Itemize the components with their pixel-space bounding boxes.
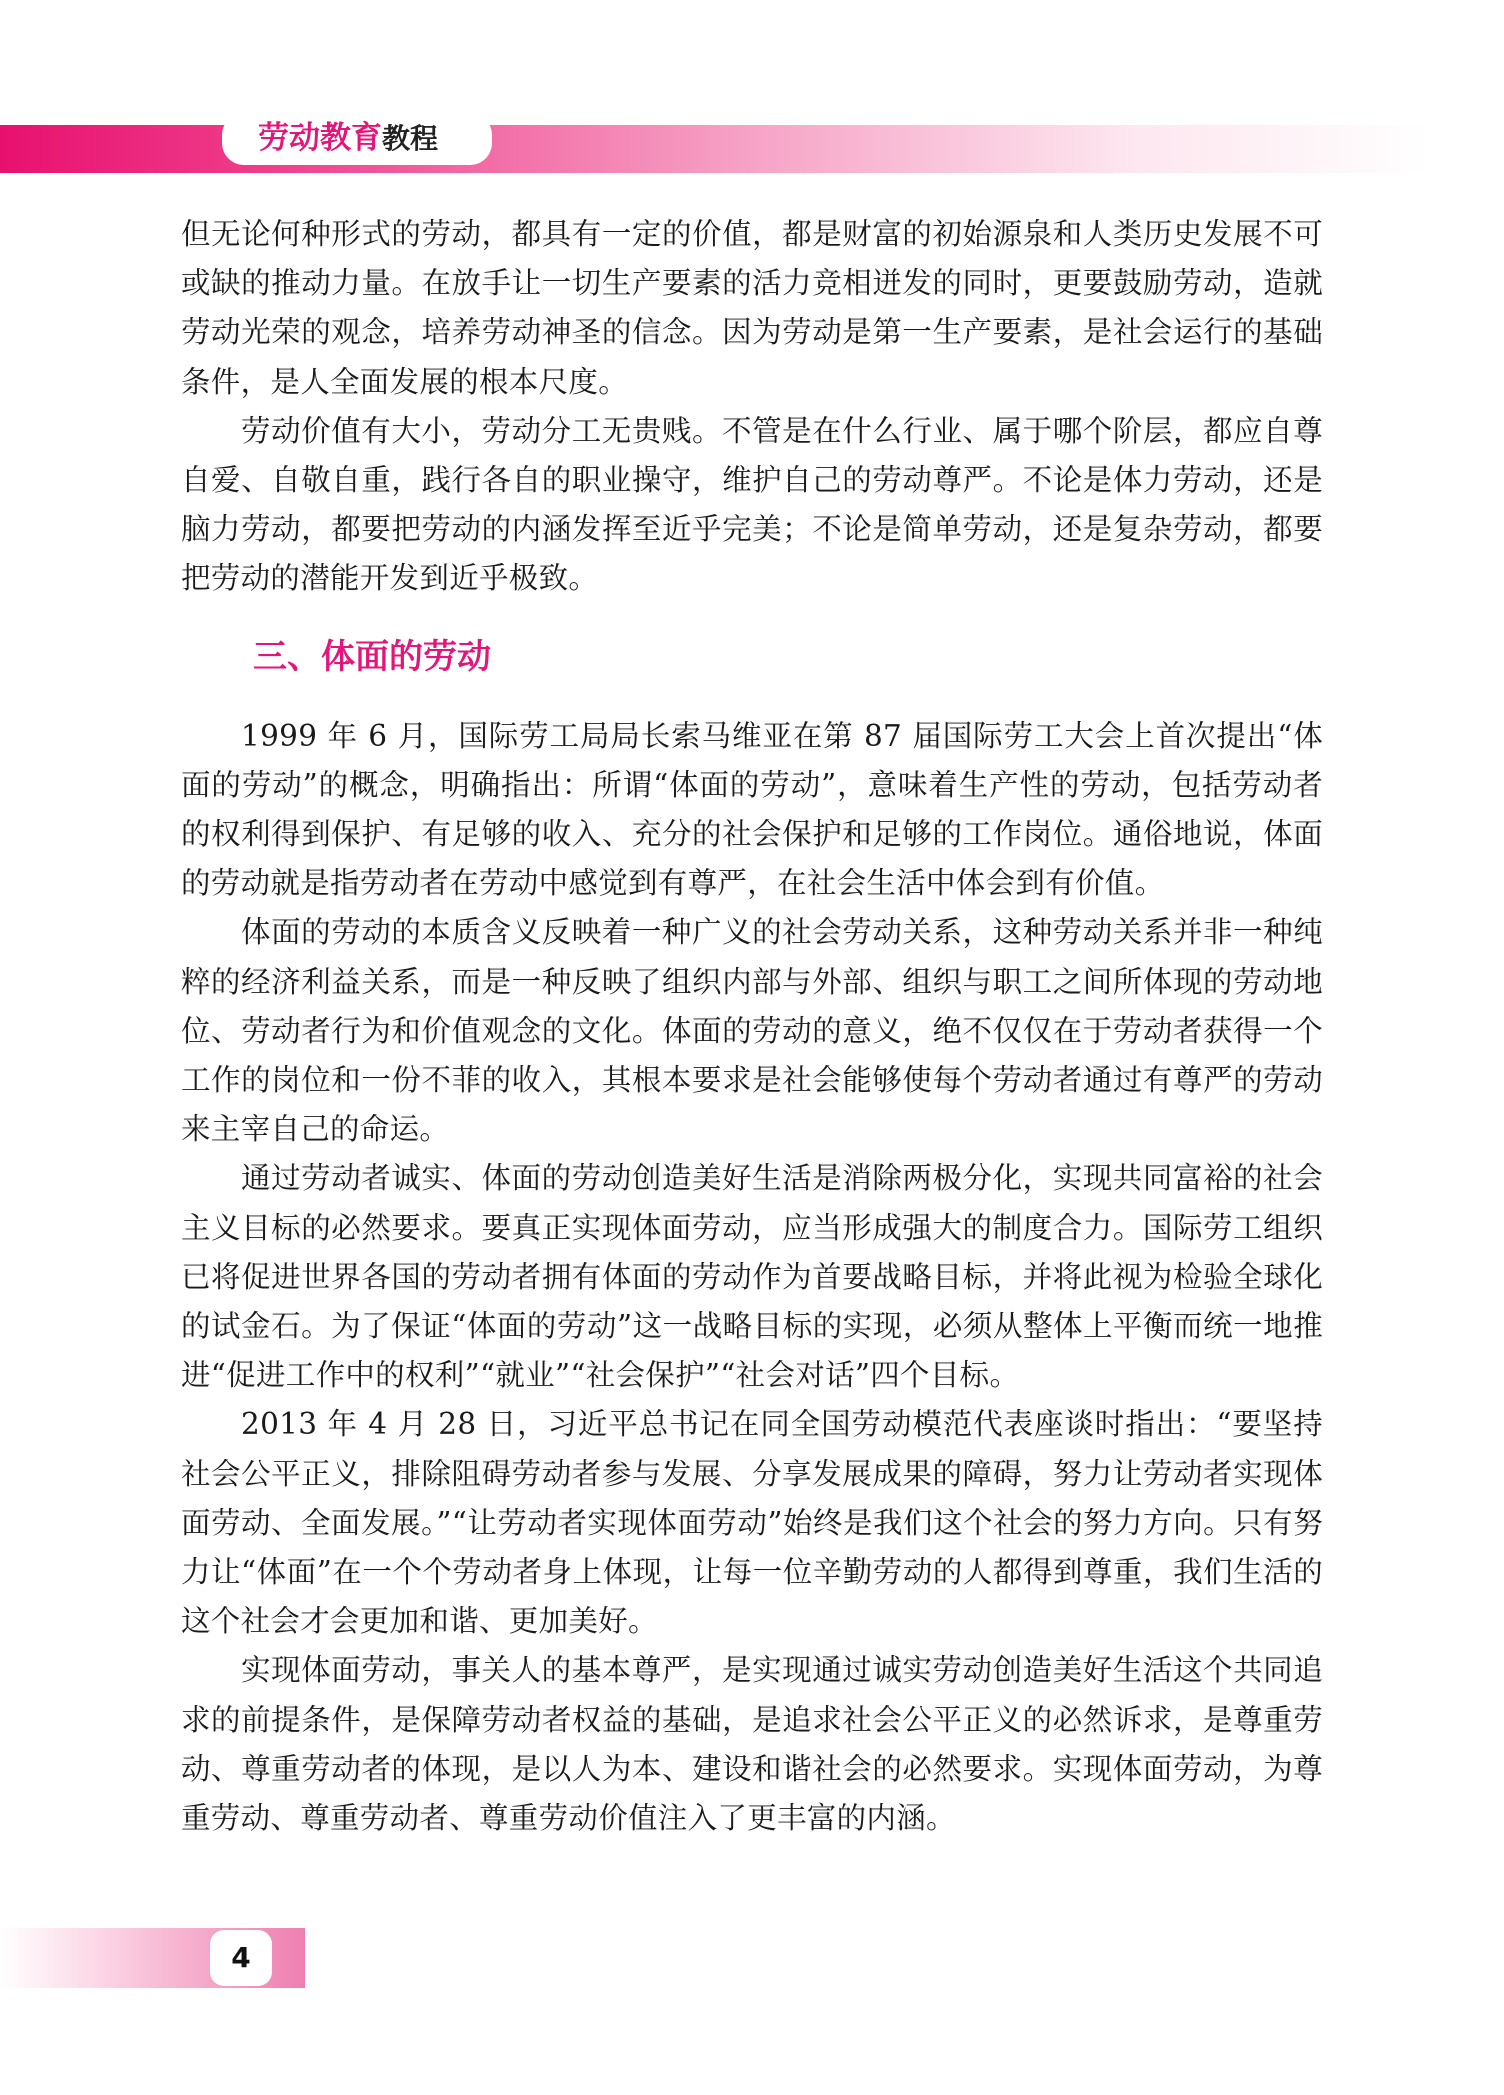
paragraph: 通过劳动者诚实、体面的劳动创造美好生活是消除两极分化，实现共同富裕的社会主义目标的必然要求。要真正实现体面劳动，应当形成强大的制度合力。国际劳工组织已将促进世界各国的劳动者拥有体面的劳动作为首要战略目标，并将此视为检验全球化的试金石。为了保证“体面的劳动”这一战略目标的实现，必须从整体上平衡而统一地推进“促进工作中的权利”“就业”“社会保护”“社会对话”四个目标。 [181, 1161, 1323, 1393]
page-content [181, 210, 1323, 1843]
paragraph: 劳动价值有大小，劳动分工无贵贱。不管是在什么行业、属于哪个阶层，都应自尊自爱、自敬自重，践行各自的职业操守，维护自己的劳动尊严。不论是体力劳动，还是脑力劳动，都要把劳动的内涵发挥至近乎完美；不论是简单劳动，还是复杂劳动，都要把劳动的潜能开发到近乎极致。 [181, 413, 1323, 596]
page-number: 4 [231, 1941, 251, 1974]
paragraph: 1999 年 6 月，国际劳工局局长索马维亚在第 87 届国际劳工大会上首次提出“体面的劳动”的概念，明确指出：所谓“体面的劳动”，意味着生产性的劳动，包括劳动者的权利得到保护、有足够的收入、充分的社会保护和足够的工作岗位。通俗地说，体面的劳动就是指劳动者在劳动中感觉到有尊严，在社会生活中体会到有价值。 [181, 718, 1323, 901]
paragraph: 2013 年 4 月 28 日，习近平总书记在同全国劳动模范代表座谈时指出：“要坚持社会公平正义，排除阻碍劳动者参与发展、分享发展成果的障碍，努力让劳动者实现体面劳动、全面发展。”“让劳动者实现体面劳动”始终是我们这个社会的努力方向。只有努力让“体面”在一个个劳动者身上体现，让每一位辛勤劳动的人都得到尊重，我们生活的这个社会才会更加和谐、更加美好。 [181, 1407, 1323, 1639]
book-title-plain: 教程 [382, 122, 439, 155]
paragraph-continued: 但无论何种形式的劳动，都具有一定的价值，都是财富的初始源泉和人类历史发展不可或缺的推动力量。在放手让一切生产要素的活力竞相迸发的同时，更要鼓励劳动，造就劳动光荣的观念，培养劳动神圣的信念。因为劳动是第一生产要素，是社会运行的基础条件，是人全面发展的根本尺度。 [181, 217, 1323, 399]
section-heading: 三、体面的劳动 [253, 636, 491, 677]
paragraph: 实现体面劳动，事关人的基本尊严，是实现通过诚实劳动创造美好生活这个共同追求的前提条件，是保障劳动者权益的基础，是追求社会公平正义的必然诉求，是尊重劳动、尊重劳动者的体现，是以人为本、建设和谐社会的必然要求。实现体面劳动，为尊重劳动、尊重劳动者、尊重劳动价值注入了更丰富的内涵。 [181, 1653, 1323, 1836]
book-title [258, 115, 438, 161]
paragraph: 体面的劳动的本质含义反映着一种广义的社会劳动关系，这种劳动关系并非一种纯粹的经济利益关系，而是一种反映了组织内部与外部、组织与职工之间所体现的劳动地位、劳动者行为和价值观念的文化。体面的劳动的意义，绝不仅仅在于劳动者获得一个工作的岗位和一份不菲的收入，其根本要求是社会能够使每个劳动者通过有尊严的劳动来主宰自己的命运。 [181, 915, 1323, 1147]
book-title-accent: 劳动教育 [258, 120, 382, 156]
